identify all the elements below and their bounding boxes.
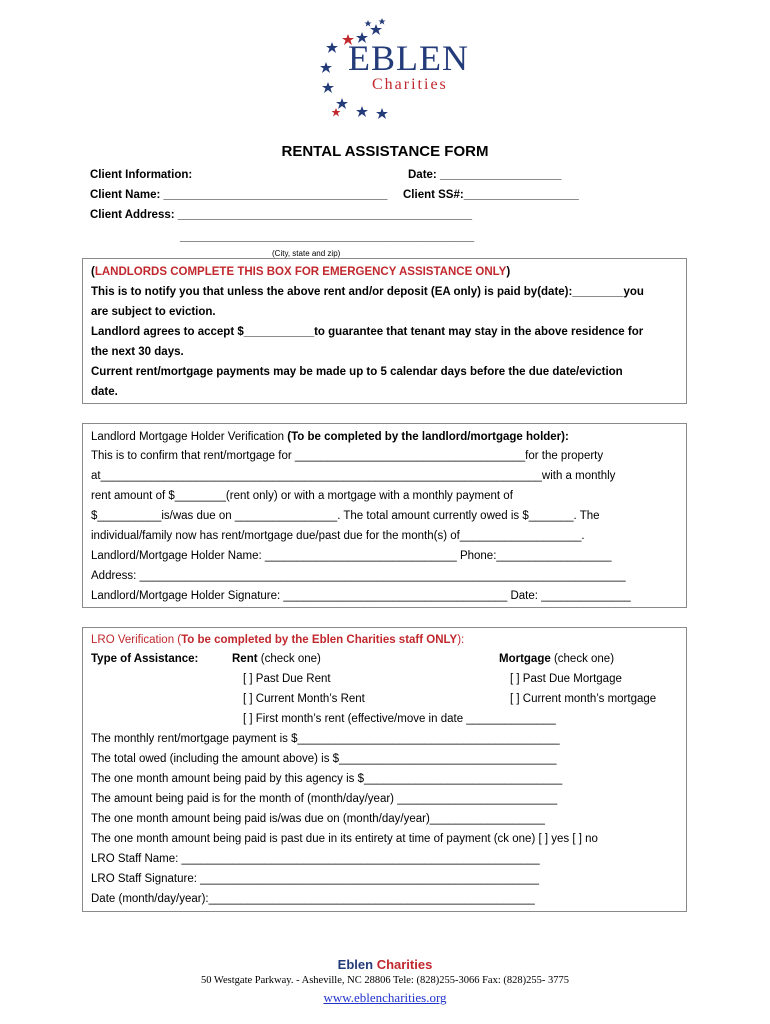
address-hint: (City, state and zip) [272,249,341,258]
landlord-box-line5: Current rent/mortgage payments may be made up to 5 calendar days before the due date/eviction [91,366,623,378]
payment-month-field[interactable]: The amount being paid is for the month of (month/day/year) _________________________ [91,793,558,805]
due-date-field[interactable]: The one month amount being paid is/was due on (month/day/year)__________________ [91,813,545,825]
footer-website-link[interactable]: www.eblencharities.org [323,990,447,1005]
client-address-field[interactable]: Client Address: ______________________________________________ [90,209,472,221]
logo-name-charities: Charities [372,76,448,93]
lro-staff-signature-field[interactable]: LRO Staff Signature: _____________________________________________________ [91,873,540,885]
monthly-payment-field[interactable]: The monthly rent/mortgage payment is $_________________________________________ [91,733,560,745]
landlord-box-line1[interactable]: This is to notify you that unless the above rent and/or deposit (EA only) is paid by(date):________you [91,286,644,298]
mortgage-column-label: Mortgage (check one) [499,653,615,665]
type-of-assistance-label: Type of Assistance: [91,653,199,665]
total-owed-field[interactable]: The total owed (including the amount above) is $__________________________________ [91,753,557,765]
mortgage-holder-signature-field[interactable]: Landlord/Mortgage Holder Signature: ___________________________________ Date: ______________ [91,590,631,602]
lro-staff-name-field[interactable]: LRO Staff Name: ________________________________________________________ [91,853,540,865]
mortgage-box-line1[interactable]: This is to confirm that rent/mortgage for ____________________________________for the property [91,450,604,462]
mortgage-holder-name-field[interactable]: Landlord/Mortgage Holder Name: ______________________________ Phone:__________________ [91,550,612,562]
past-due-check[interactable]: The one month amount being paid is past due in its entirety at time of payment (ck one) [ ] yes [ ] no [91,833,598,845]
option-past-due-mortgage[interactable]: [ ] Past Due Mortgage [510,673,622,685]
client-ss-field[interactable]: Client SS#:__________________ [403,189,579,201]
landlord-emergency-box [82,258,687,404]
lro-box-heading: LRO Verification (To be completed by the Eblen Charities staff ONLY): [91,634,465,646]
landlord-box-line4: the next 30 days. [91,346,184,358]
date-field[interactable]: Date: ___________________ [408,169,562,181]
lro-verification-box [82,627,687,912]
lro-date-field[interactable]: Date (month/day/year):___________________________________________________ [91,893,535,905]
client-name-field[interactable]: Client Name: ___________________________________ [90,189,388,201]
client-info-label: Client Information: [90,169,193,181]
footer-org-name: Eblen Charities [337,957,433,972]
mortgage-box-heading: Landlord Mortgage Holder Verification (To be completed by the landlord/mortgage holder): [91,431,569,443]
option-past-due-rent[interactable]: [ ] Past Due Rent [243,673,331,685]
mortgage-box-line2[interactable]: at_____________________________________________________________________with a monthly [91,470,616,482]
rent-column-label: Rent (check one) [232,653,321,665]
logo-name-eblen: EBLEN [348,38,469,78]
footer-address: 50 Westgate Parkway. - Asheville, NC 28806 Tele: (828)255-3066 Fax: (828)255- 3775 [200,975,569,986]
mortgage-box-line5[interactable]: individual/family now has rent/mortgage due/past due for the month(s) of___________________. [91,530,585,542]
landlord-box-line6: date. [91,386,118,398]
landlord-box-line2: are subject to eviction. [91,306,216,318]
client-address-line2-field[interactable]: ______________________________________________ [180,231,475,243]
agency-amount-field[interactable]: The one month amount being paid by this agency is $_______________________________ [91,773,563,785]
mortgage-holder-address-field[interactable]: Address: ____________________________________________________________________________ [91,570,626,582]
option-current-month-rent[interactable]: [ ] Current Month’s Rent [243,693,365,705]
landlord-box-line3[interactable]: Landlord agrees to accept $___________to guarantee that tenant may stay in the above residence for [91,326,644,338]
option-current-month-mortgage[interactable]: [ ] Current month’s mortgage [510,693,657,705]
mortgage-box-line3[interactable]: rent amount of $________(rent only) or with a mortgage with a monthly payment of [91,490,513,502]
form-title: RENTAL ASSISTANCE FORM [281,143,489,160]
option-first-month-rent[interactable]: [ ] First month’s rent (effective/move in date ______________ [243,713,556,725]
landlord-box-heading: (LANDLORDS COMPLETE THIS BOX FOR EMERGENCY ASSISTANCE ONLY) [91,266,511,278]
mortgage-holder-verification-box [82,423,687,608]
mortgage-box-line4[interactable]: $__________is/was due on ________________. The total amount currently owed is $_______. The [91,510,600,522]
